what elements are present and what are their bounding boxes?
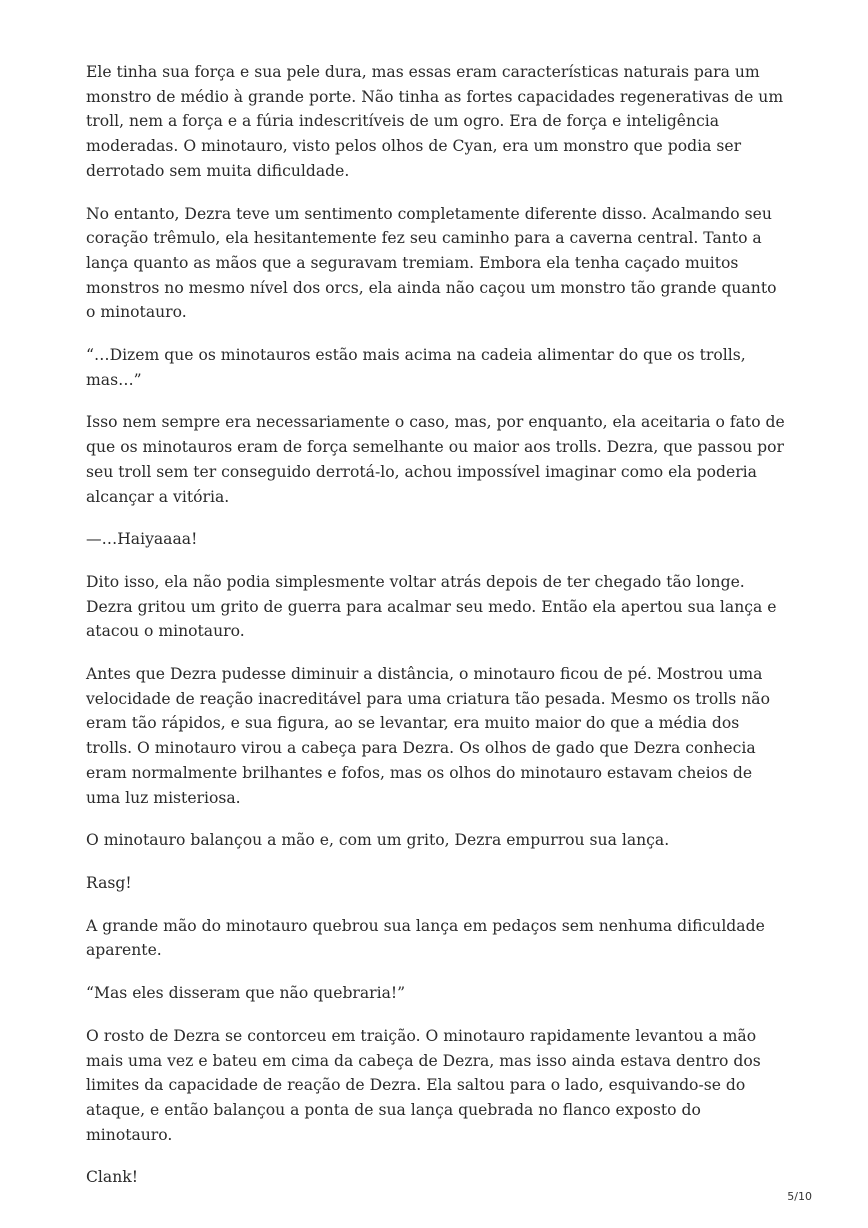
paragraph: Rasg! (86, 873, 132, 892)
paragraph: Dito isso, ela não podia simplesmente voltar atrás depois de ter chegado tão longe. Dezra gritou um grito de guerra para acalmar seu medo. Então ela apertou sua lança e atacou o minotauro. (86, 572, 777, 641)
paragraph: “…Dizem que os minotauros estão mais acima na cadeia alimentar do que os trolls, mas…” (86, 346, 746, 389)
document-body (86, 60, 786, 1208)
paragraph: Isso nem sempre era necessariamente o caso, mas, por enquanto, ela aceitaria o fato de que os minotauros eram de força semelhante ou maior aos trolls. Dezra, que passou por seu troll sem ter conseguido derrotá-lo, achou impossível imaginar como ela poderia alcançar a vitória. (86, 413, 785, 506)
paragraph: A grande mão do minotauro quebrou sua lança em pedaços sem nenhuma dificuldade aparente. (86, 916, 765, 960)
paragraph: Ele tinha sua força e sua pele dura, mas essas eram características naturais para um monstro de médio à grande porte. Não tinha as fortes capacidades regenerativas de um troll, nem a força e a fúria indescritíveis de um ogro. Era de força e inteligência moderadas. O minotauro, visto pelos olhos de Cyan, era um monstro que podia ser derrotado sem muita dificuldade. (86, 63, 784, 180)
paragraph: Clank! (86, 1168, 138, 1187)
paragraph: “Mas eles disseram que não quebraria!” (86, 984, 406, 1003)
page-number: 5/10 (787, 1190, 812, 1203)
paragraph: Antes que Dezra pudesse diminuir a distância, o minotauro ficou de pé. Mostrou uma velocidade de reação inacreditável para uma criatura tão pesada. Mesmo os trolls não eram tão rápidos, e sua figura, ao se levantar, era muito maior do que a média dos trolls. O minotauro virou a cabeça para Dezra. Os olhos de gado que Dezra conhecia eram normalmente brilhantes e fofos, mas os olhos do minotauro estavam cheios de uma luz misteriosa. (86, 665, 770, 807)
paragraph: —…Haiyaaaa! (86, 530, 198, 549)
paragraph: O rosto de Dezra se contorceu em traição. O minotauro rapidamente levantou a mão mais uma vez e bateu em cima da cabeça de Dezra, mas isso ainda estava dentro dos limites da capacidade de reação de Dezra. Ela saltou para o lado, esquivando-se do ataque, e então balançou a ponta de sua lança quebrada no flanco exposto do minotauro. (86, 1026, 761, 1144)
paragraph: No entanto, Dezra teve um sentimento completamente diferente disso. Acalmando seu coração trêmulo, ela hesitantemente fez seu caminho para a caverna central. Tanto a lança quanto as mãos que a seguravam tremiam. Embora ela tenha caçado muitos monstros no mesmo nível dos orcs, ela ainda não caçou um monstro tão grande quanto o minotauro. (86, 204, 777, 322)
paragraph: O minotauro balançou a mão e, com um grito, Dezra empurrou sua lança. (86, 831, 670, 850)
